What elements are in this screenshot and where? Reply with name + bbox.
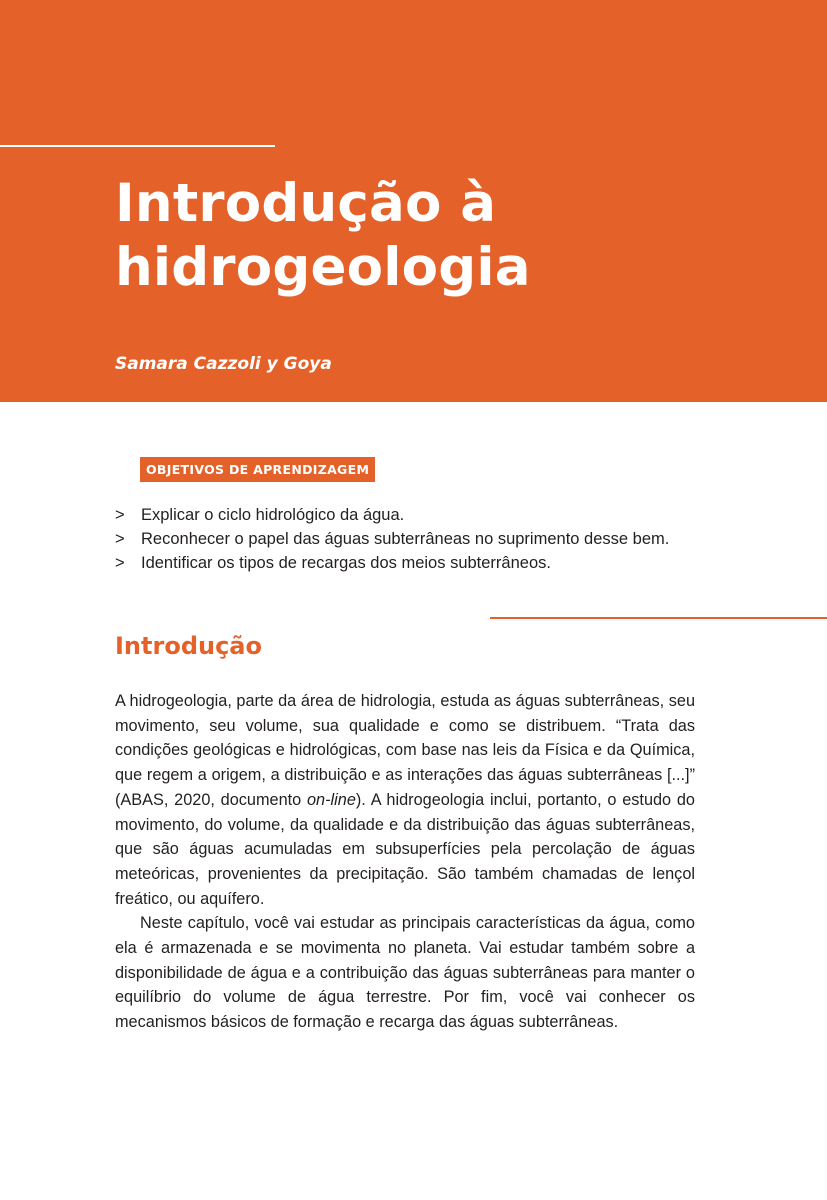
chapter-banner xyxy=(0,0,827,402)
italic-term: on-line xyxy=(307,790,356,809)
objective-text: Reconhecer o papel das águas subterrâneas no suprimento desse bem. xyxy=(141,530,670,548)
paragraph-text: ). A hidrogeologia inclui, portanto, o estudo do movimento, do volume, da qualidade e da distribuição das águas subterrâneas, que são águas acumuladas em subsuperfícies pela percolação de águas meteóricas, provenientes da precipitação. São também chamadas de lençol freático, ou aquífero. xyxy=(115,790,695,908)
section-divider xyxy=(490,617,827,619)
paragraph-text: A hidrogeologia, parte da área de hidrologia, estuda as águas subterrâneas, seu movimento, seu volume, sua qualidade e como se distribuem. “Trata das condições geológicas e hidrológicas, com base nas leis da Física e da Química, que regem a origem, a distribuição e as interações das águas subterrâneas [...]” (ABAS, 2020, documento xyxy=(115,692,695,809)
chevron-right-icon: > xyxy=(115,506,125,524)
author-name: Samara Cazzoli y Goya xyxy=(115,354,332,374)
objective-item xyxy=(115,527,669,551)
objectives-label: OBJETIVOS DE APRENDIZAGEM xyxy=(140,457,375,482)
body-text xyxy=(115,689,695,1035)
objective-item xyxy=(115,551,669,575)
section-heading: Introdução xyxy=(115,632,262,660)
objective-text: Explicar o ciclo hidrológico da água. xyxy=(141,506,405,524)
paragraph: Neste capítulo, você vai estudar as principais características da água, como ela é armazenada e se movimenta no planeta. Vai estudar também sobre a disponibilidade de água e a contribuição das águas subterrâneas para manter o equilíbrio do volume de água terrestre. Por fim, você vai conhecer os mecanismos básicos de formação e recarga das águas subterrâneas. xyxy=(115,914,695,1032)
chapter-title-line-2: hidrogeologia xyxy=(115,237,531,298)
objectives-list xyxy=(115,503,669,575)
paragraph xyxy=(115,689,695,911)
chevron-right-icon: > xyxy=(115,554,125,572)
objective-item xyxy=(115,503,669,527)
chevron-right-icon: > xyxy=(115,530,125,548)
chapter-title xyxy=(115,172,795,300)
chapter-title-line-1: Introdução à xyxy=(115,173,497,234)
banner-divider xyxy=(0,145,275,147)
objective-text: Identificar os tipos de recargas dos meios subterrâneos. xyxy=(141,554,551,572)
